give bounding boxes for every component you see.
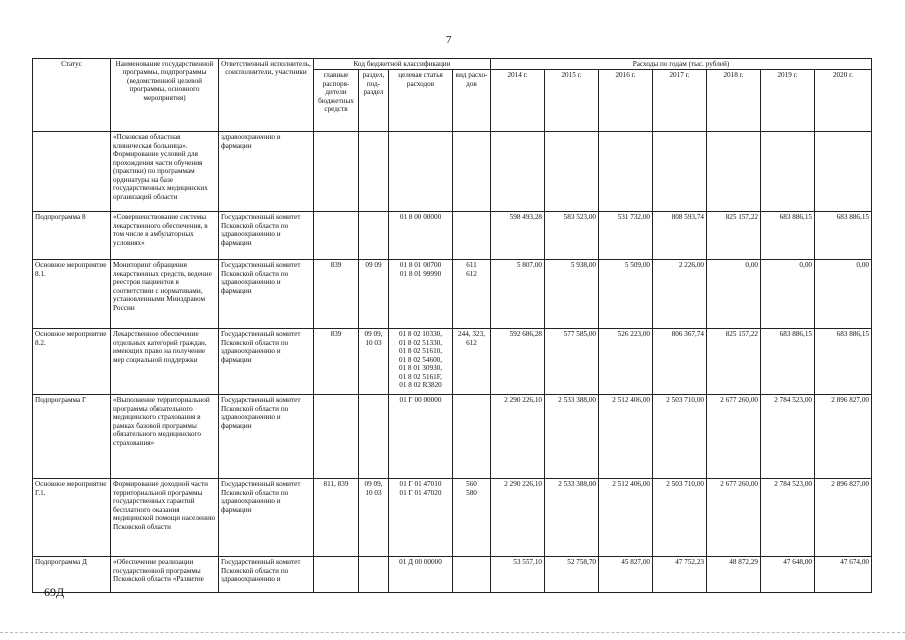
cell-executor: Государственный комитет Псковской области по здравоохранению и фармации: [219, 395, 314, 479]
header-year-2020: 2020 г.: [815, 70, 872, 132]
cell-value: 2 677 260,00: [707, 479, 761, 557]
cell-status: Подпрограмма 8: [33, 212, 111, 260]
cell-vr: [453, 212, 491, 260]
header-year-2016: 2016 г.: [599, 70, 653, 132]
cell-value: 577 585,00: [545, 329, 599, 395]
cell-name: Формирование доходной части территориальной программы государственных гарантий бесплатного оказания медицинской помощи населению Псковской области: [111, 479, 219, 557]
cell-value: 2 784 523,00: [761, 395, 815, 479]
header-expenses-group: Расходы по годам (тыс. рублей): [491, 59, 872, 70]
cell-vr: [453, 395, 491, 479]
table-row: [33, 557, 872, 593]
cell-value: 53 557,10: [491, 557, 545, 593]
cell-status: Основное мероприятие Г.1.: [33, 479, 111, 557]
footer-label: 69Д: [44, 585, 65, 599]
cell-grbs: [314, 212, 359, 260]
cell-value: 47 648,00: [761, 557, 815, 593]
cell-value: 0,00: [707, 260, 761, 329]
cell-rzpr: 09 09: [359, 260, 389, 329]
cell-vr: 244, 323, 612: [453, 329, 491, 395]
cell-value: [707, 132, 761, 212]
cell-grbs: [314, 132, 359, 212]
header-status: Статус: [33, 59, 111, 132]
budget-table: [32, 58, 872, 593]
header-year-2019: 2019 г.: [761, 70, 815, 132]
cell-value: 5 509,00: [599, 260, 653, 329]
cell-value: 598 493,28: [491, 212, 545, 260]
table-row: [33, 212, 872, 260]
cell-executor: Государственный комитет Псковской области по здравоохранению и: [219, 557, 314, 593]
header-grbs: главные распоря-дители бюджетных средств: [314, 70, 359, 132]
cell-value: 2 226,00: [653, 260, 707, 329]
cell-value: 583 523,00: [545, 212, 599, 260]
cell-rzpr: [359, 132, 389, 212]
cell-value: 683 886,15: [815, 212, 872, 260]
cell-value: 2 503 710,00: [653, 395, 707, 479]
cell-value: 5 938,00: [545, 260, 599, 329]
cell-status: Подпрограмма Г: [33, 395, 111, 479]
cell-name: «Совершенствование системы лекарственного обеспечения, в том числе в амбулаторных условиях»: [111, 212, 219, 260]
cell-value: 2 512 406,00: [599, 479, 653, 557]
cell-value: 825 157,22: [707, 329, 761, 395]
cell-vr: 611 612: [453, 260, 491, 329]
cell-value: [491, 132, 545, 212]
cell-value: 2 784 523,00: [761, 479, 815, 557]
cell-value: 2 896 827,00: [815, 479, 872, 557]
cell-value: [815, 132, 872, 212]
header-year-2017: 2017 г.: [653, 70, 707, 132]
cell-name: Лекарственное обеспечение отдельных категорий граждан, имеющих право на получение мер социальной поддержки: [111, 329, 219, 395]
cell-value: [545, 132, 599, 212]
cell-value: [599, 132, 653, 212]
cell-rzpr: [359, 395, 389, 479]
cell-value: 52 758,70: [545, 557, 599, 593]
cell-vr: 560 580: [453, 479, 491, 557]
table-row: [33, 329, 872, 395]
table-row: [33, 132, 872, 212]
cell-value: 683 886,15: [761, 212, 815, 260]
cell-value: 45 827,00: [599, 557, 653, 593]
cell-grbs: [314, 395, 359, 479]
cell-value: 47 674,00: [815, 557, 872, 593]
cell-vr: [453, 132, 491, 212]
page-edge-divider: [0, 632, 905, 633]
cell-value: 0,00: [815, 260, 872, 329]
cell-value: 2 896 827,00: [815, 395, 872, 479]
cell-csr: 01 Д 00 00000: [389, 557, 453, 593]
cell-grbs: 839: [314, 329, 359, 395]
cell-grbs: [314, 557, 359, 593]
table-row: [33, 479, 872, 557]
cell-value: 683 886,15: [761, 329, 815, 395]
cell-value: 5 807,00: [491, 260, 545, 329]
cell-vr: [453, 557, 491, 593]
cell-rzpr: 09 09, 10 03: [359, 479, 389, 557]
cell-value: 592 686,28: [491, 329, 545, 395]
cell-value: 2 512 406,00: [599, 395, 653, 479]
cell-value: 2 290 226,10: [491, 395, 545, 479]
cell-value: 683 886,15: [815, 329, 872, 395]
cell-csr: 01 Г 01 47010 01 Г 01 47020: [389, 479, 453, 557]
header-year-2018: 2018 г.: [707, 70, 761, 132]
cell-value: 806 367,74: [653, 329, 707, 395]
header-vr: вид расхо-дов: [453, 70, 491, 132]
cell-value: 2 503 710,00: [653, 479, 707, 557]
cell-value: 2 533 388,00: [545, 479, 599, 557]
cell-value: 0,00: [761, 260, 815, 329]
cell-value: 48 872,29: [707, 557, 761, 593]
cell-value: [761, 132, 815, 212]
cell-value: 47 752,23: [653, 557, 707, 593]
cell-status: Подпрограмма Д: [33, 557, 111, 593]
cell-value: 2 677 260,00: [707, 395, 761, 479]
header-rzpr: раздел, под-раздел: [359, 70, 389, 132]
cell-rzpr: 09 09, 10 03: [359, 329, 389, 395]
cell-grbs: 839: [314, 260, 359, 329]
cell-csr: 01 8 00 00000: [389, 212, 453, 260]
cell-name: «Псковская областная клиническая больница». Формирование условий для прохождения части обучения (практики) по программам ординатуры на базе государственных медицинских организаций области: [111, 132, 219, 212]
cell-rzpr: [359, 557, 389, 593]
cell-rzpr: [359, 212, 389, 260]
cell-value: 531 732,00: [599, 212, 653, 260]
cell-value: 2 533 388,00: [545, 395, 599, 479]
cell-executor: здравоохранению и фармации: [219, 132, 314, 212]
cell-status: Основное мероприятие 8.2.: [33, 329, 111, 395]
cell-csr: [389, 132, 453, 212]
cell-name: «Обеспечение реализации государственной программы Псковской области «Развитие: [111, 557, 219, 593]
cell-value: 526 223,00: [599, 329, 653, 395]
header-name: Наименование государственной программы, подпрограммы (ведомственной целевой программы, основного мероприятия): [111, 59, 219, 132]
cell-name: Мониторинг обращения лекарственных средств, ведение реестров пациентов в соответствии с нормативами, установленными Минздравом России: [111, 260, 219, 329]
table-row: [33, 260, 872, 329]
cell-status: [33, 132, 111, 212]
page-number: 7: [446, 34, 452, 46]
cell-csr: 01 8 02 10330, 01 8 02 51330, 01 8 02 51610, 01 8 02 54600, 01 8 01 30930, 01 8 02 5161F, 01 8 02 R3820: [389, 329, 453, 395]
cell-csr: 01 Г 00 00000: [389, 395, 453, 479]
table-row: [33, 395, 872, 479]
cell-value: 808 593,74: [653, 212, 707, 260]
cell-executor: Государственный комитет Псковской области по здравоохранению и фармации: [219, 329, 314, 395]
cell-status: Основное мероприятие 8.1.: [33, 260, 111, 329]
cell-grbs: 811, 839: [314, 479, 359, 557]
header-executor: Ответственный исполнитель, соисполнители, участники: [219, 59, 314, 132]
cell-value: [653, 132, 707, 212]
cell-executor: Государственный комитет Псковской области по здравоохранению и фармации: [219, 212, 314, 260]
header-bcc-group: Код бюджетной классификации: [314, 59, 491, 70]
header-csr: целевая статья расходов: [389, 70, 453, 132]
cell-executor: Государственный комитет Псковской области по здравоохранению и фармации: [219, 479, 314, 557]
cell-executor: Государственный комитет Псковской области по здравоохранению и фармации: [219, 260, 314, 329]
header-year-2014: 2014 г.: [491, 70, 545, 132]
cell-value: 2 290 226,10: [491, 479, 545, 557]
cell-value: 825 157,22: [707, 212, 761, 260]
cell-name: «Выполнение территориальной программы обязательного медицинского страхования в рамках базовой программы обязательного медицинского страхования»: [111, 395, 219, 479]
cell-csr: 01 8 01 00700 01 8 01 99990: [389, 260, 453, 329]
header-year-2015: 2015 г.: [545, 70, 599, 132]
